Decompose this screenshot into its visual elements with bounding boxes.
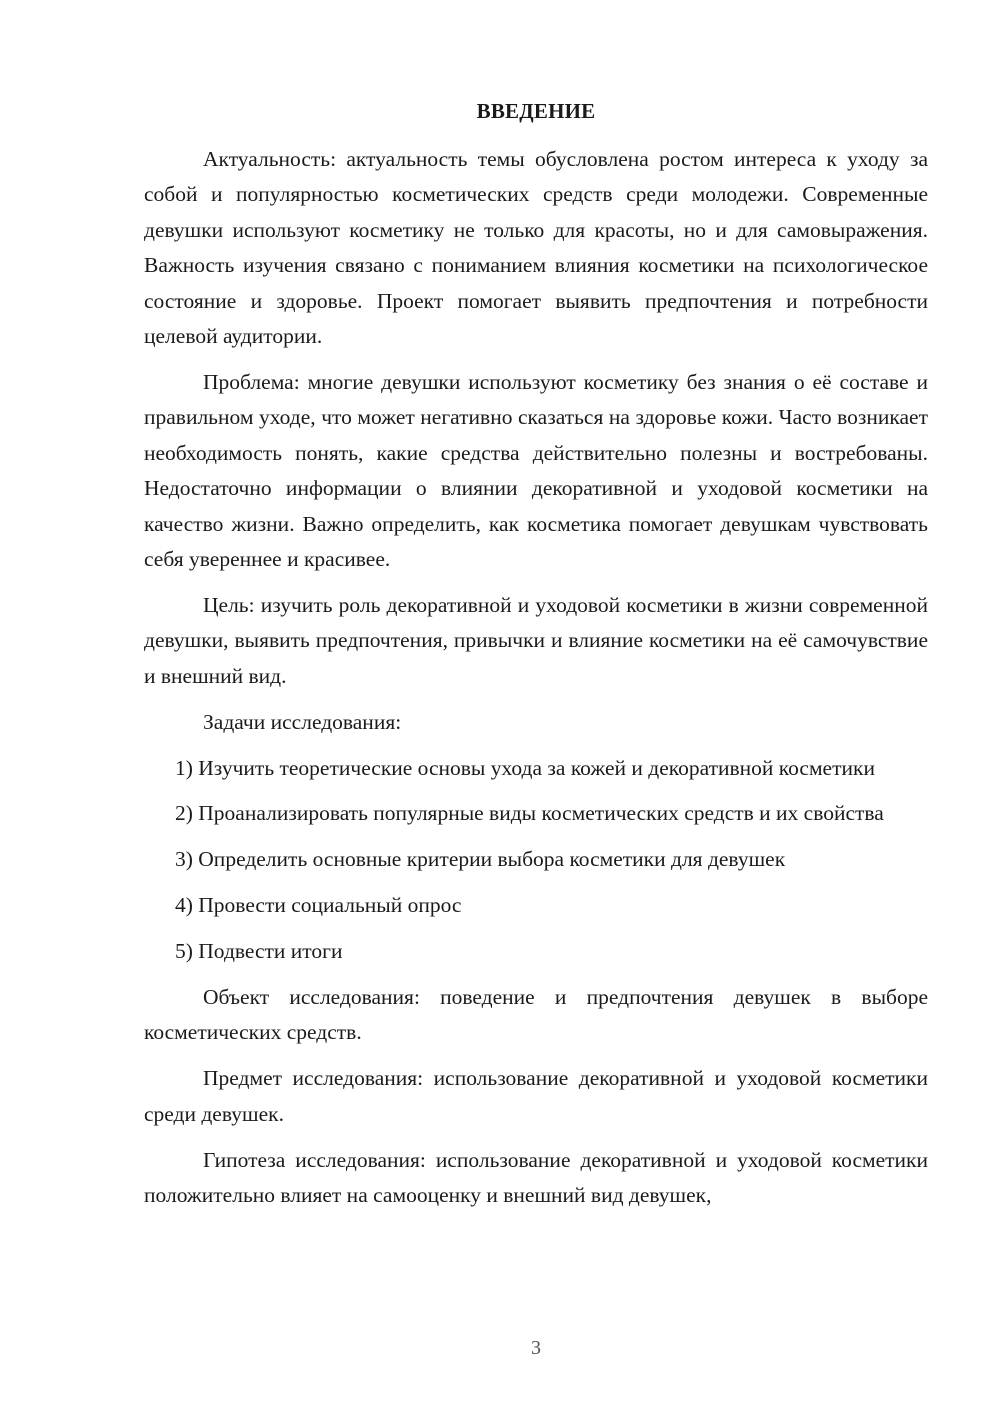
task-item-2: 2) Проанализировать популярные виды косметических средств и их свойства bbox=[175, 801, 884, 826]
problem-paragraph: Проблема: многие девушки используют косметику без знания о её составе и правильном уходе, что может негативно сказаться на здоровье кожи. Часто возникает необходимость понять, какие средства действительно полезны и востребованы. Недостаточно информации о влиянии декоративной и уходовой косметики на качество жизни. Важно определить, как косметика помогает девушкам чувствовать себя увереннее и красивее. bbox=[144, 369, 928, 571]
task-item-4: 4) Провести социальный опрос bbox=[175, 893, 462, 918]
task-item-5: 5) Подвести итоги bbox=[175, 939, 343, 964]
document-body bbox=[144, 142, 928, 1224]
object-paragraph: Объект исследования: поведение и предпочтения девушек в выборе косметических средств. bbox=[144, 985, 928, 1045]
task-item-3: 3) Определить основные критерии выбора косметики для девушек bbox=[175, 847, 786, 872]
task-item-1: 1) Изучить теоретические основы ухода за кожей и декоративной косметики bbox=[175, 755, 875, 780]
section-heading: ВВЕДЕНИЕ bbox=[476, 99, 596, 123]
hypothesis-paragraph: Гипотеза исследования: использование декоративной и уходовой косметики положительно влияет на самооценку и внешний вид девушек, bbox=[144, 1147, 928, 1208]
page-number: 3 bbox=[531, 1337, 541, 1359]
tasks-title: Задачи исследования: bbox=[203, 709, 402, 734]
goal-paragraph: Цель: изучить роль декоративной и уходовой косметики в жизни современной девушки, выявить предпочтения, привычки и влияние косметики на её самочувствие и внешний вид. bbox=[144, 592, 928, 688]
subject-paragraph: Предмет исследования: использование декоративной и уходовой косметики среди девушек. bbox=[144, 1066, 928, 1126]
relevance-paragraph: Актуальность: актуальность темы обусловлена ростом интереса к уходу за собой и популярностью косметических средств среди молодежи. Современные девушки используют косметику не только для красоты, но и для самовыражения. Важность изучения связано с пониманием влияния косметики на психологическое состояние и здоровье. Проект помогает выявить предпочтения и потребности целевой аудитории. bbox=[144, 147, 928, 349]
